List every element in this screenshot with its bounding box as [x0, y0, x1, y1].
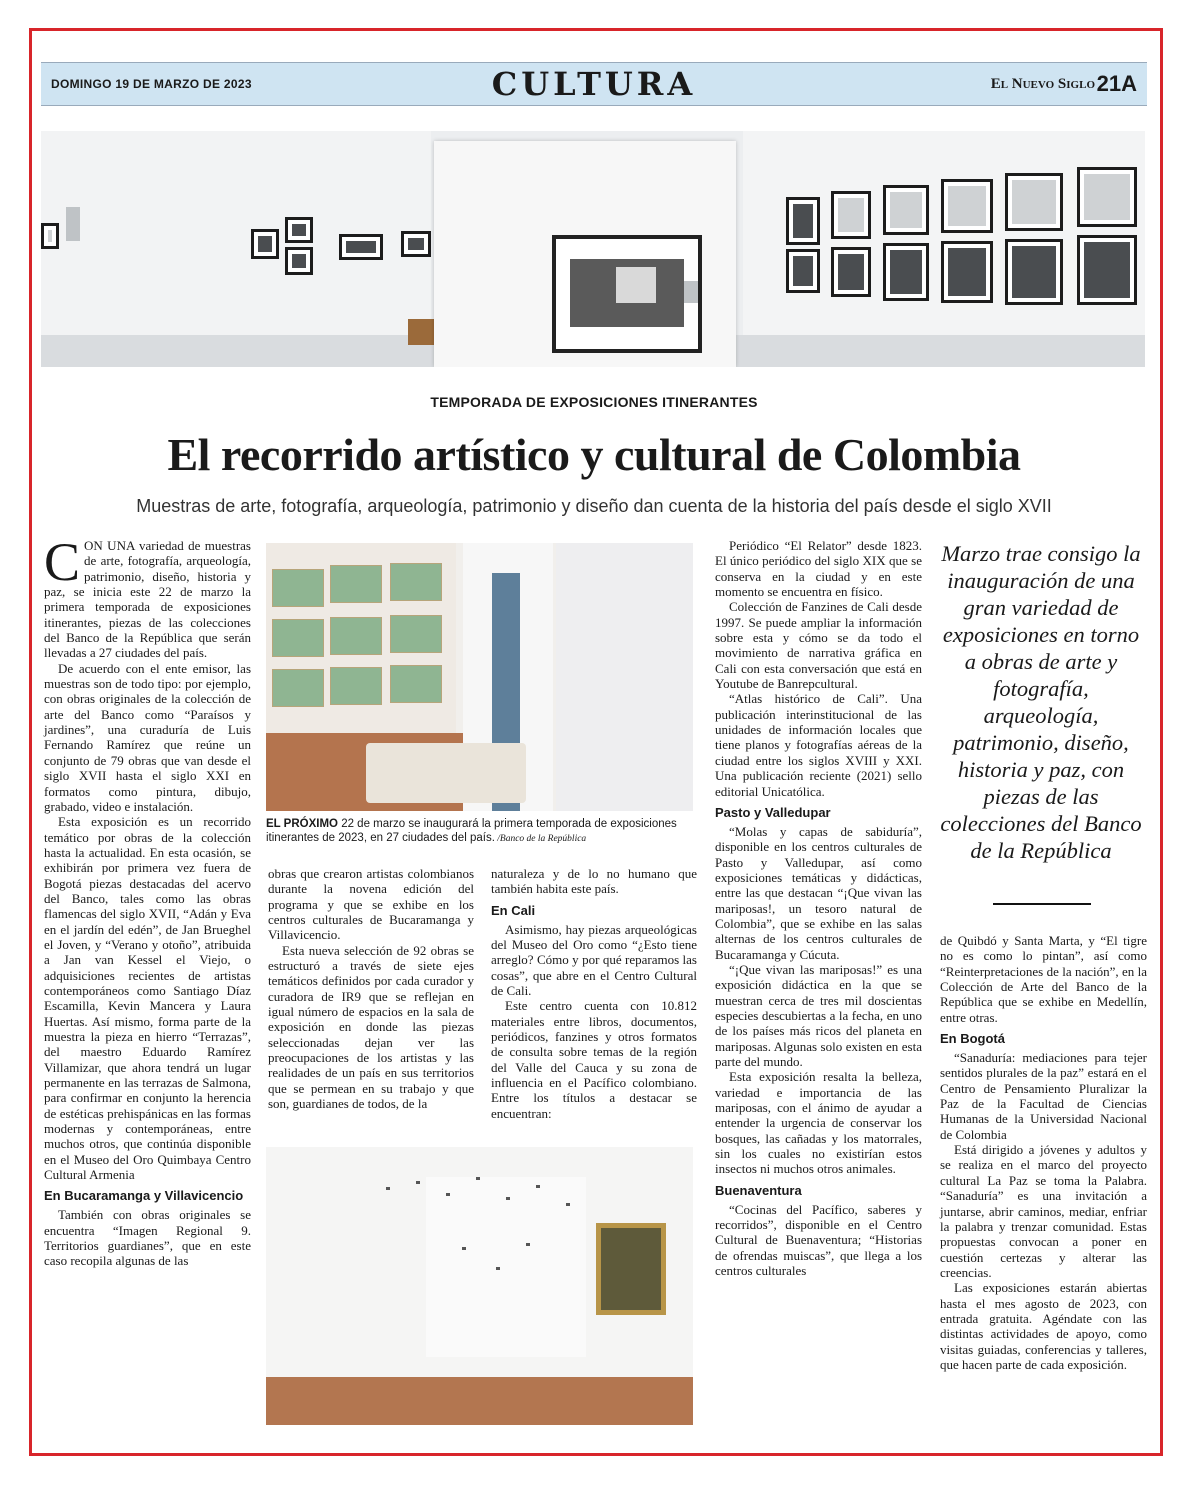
- framed-painting: [272, 669, 324, 707]
- gallery-photo-top: [41, 131, 1145, 367]
- framed-painting: [330, 617, 382, 655]
- photo-wall-left: [41, 131, 431, 335]
- photo-caption: [266, 817, 696, 846]
- article-subhead: Muestras de arte, fotografía, arqueología, patrimonio y diseño dan cuenta de la historia del país desde el siglo XVII: [136, 496, 1052, 516]
- paragraph: Está dirigido a jóvenes y adultos y se realiza en el marco del proyecto cultural La Paz se toma la Palabra. “Sanaduría” es una invitación a juntarse, abrir caminos, mediar, enfriar la palabra y trenzar comunidad. Estas propuestas convocan a poner en cuestión certezas y alterar las creencias.: [940, 1142, 1147, 1280]
- framed-photo: [786, 249, 820, 293]
- page-number: 21A: [1096, 71, 1137, 96]
- subheading: En Cali: [491, 902, 536, 918]
- framed-painting: [272, 569, 324, 607]
- framed-photo: [941, 179, 993, 233]
- framed-photo: [41, 223, 59, 249]
- paragraph: obras que crearon artistas colombianos durante la novena edición del programa y que se exhibe en los centros culturales de Bucaramanga y Villavicencio.: [268, 866, 474, 943]
- paragraph: Esta exposición resalta la belleza, variedad e importancia de las mariposas, con el ánimo de ayudar a entender la urgencia de conservar los bosques, las cañadas y los matorrales, sin los cuales no existirían estos insectos ni muchos otros animales.: [715, 1069, 922, 1177]
- photo-panel: [426, 1177, 586, 1357]
- caption-credit: /Banco de la República: [494, 834, 587, 844]
- drop-cap: C: [44, 532, 81, 592]
- framed-photo: [285, 247, 313, 275]
- photo-floor: [266, 1377, 693, 1425]
- framed-photo: [941, 241, 993, 303]
- framed-photo: [883, 185, 929, 235]
- framed-painting: [330, 667, 382, 705]
- exhibition-photo-bottom: [266, 1147, 693, 1425]
- newspaper-name: El Nuevo Siglo: [990, 76, 1095, 92]
- framed-painting: [596, 1223, 666, 1315]
- article-column-2: [268, 866, 474, 1112]
- subheading: Pasto y Valledupar: [715, 804, 831, 820]
- subheading: En Bucaramanga y Villavicencio: [44, 1188, 244, 1204]
- framed-photo: [831, 191, 871, 239]
- article-column-1: [44, 532, 251, 1269]
- page-header: [41, 62, 1147, 106]
- paragraph: de Quibdó y Santa Marta, y “El tigre no es como lo pintan”, así como “Reinterpretaciones de la nación”, en la Colección de Arte del Banco de la República que se exhibe en Medellín, entre otras.: [940, 933, 1147, 1025]
- paragraph: Asimismo, hay piezas arqueológicas del Museo del Oro como “¿Esto tiene arreglo? Cómo y por qué reparamos las cosas”, que abre en el Centro Cultural de Cali.: [491, 921, 697, 999]
- wall-text-panel: [66, 207, 80, 241]
- framed-painting: [390, 615, 442, 653]
- paragraph: “Atlas histórico de Cali”. Una publicación interinstitucional de las unidades de información locales que tiene planos y fotografías aéreas de la ciudad entre los siglos XVIII y XXI. Una publicación reciente (2021) sello editorial Unicatólica.: [715, 691, 922, 799]
- subheading: En Bogotá: [940, 1031, 1005, 1047]
- framed-photo: [401, 231, 431, 257]
- paragraph: Las exposiciones estarán abiertas hasta el mes agosto de 2023, con entrada gratuita. Agéndate con las distintas actividades de apoyo, como visitas guiadas, conferencias y talleres, que hacen parte de cada exposición.: [940, 1280, 1147, 1372]
- paragraph: “Sanaduría: mediaciones para tejer sentidos plurales de la paz” estará en el Centro de Pensamiento Pluralizar la Paz de la Facultad de Ciencias Humanas de la Universidad Nacional de Colombia: [940, 1050, 1147, 1142]
- photo-center-wall: [434, 141, 736, 367]
- paragraph: También con obras originales se encuentra “Imagen Regional 9. Territorios guardianes”, que en este caso recopila algunas de las: [44, 1207, 251, 1269]
- framed-photo: [339, 234, 383, 260]
- framed-painting: [330, 565, 382, 603]
- article-column-3: [491, 866, 697, 1121]
- paragraph: Colección de Fanzines de Cali desde 1997. Se puede ampliar la información sobre esta y cómo se da todo el movimiento de narrativa gráfica en Cali con esta conversación que está en Youtube de Banrepcultural.: [715, 599, 922, 692]
- paragraph: “Cocinas del Pacífico, saberes y recorridos”, disponible en el Centro Cultural de Buenaventura; “Historias de ofrendas muiscas”, que llega a los centros culturales: [715, 1201, 922, 1279]
- artwork-label: [684, 281, 698, 303]
- framed-photo: [1077, 167, 1137, 227]
- framed-artwork-center: [552, 235, 702, 353]
- section-title: CULTURA: [491, 65, 697, 103]
- pull-quote: Marzo trae consigo la inauguración de una gran variedad de exposiciones en torno a obras de arte y fotografía, arqueología, patrimonio, diseño, historia y paz, con piezas de las colecciones del Banco de la República: [940, 541, 1142, 863]
- paragraph: naturaleza y de lo no humano que también habita este país.: [491, 866, 697, 897]
- framed-photo: [1005, 173, 1063, 231]
- display-table: [366, 743, 526, 803]
- article-kicker: TEMPORADA DE EXPOSICIONES ITINERANTES: [430, 394, 758, 410]
- paragraph: CON UNA variedad de muestras de arte, fotografía, arqueología, patrimonio, diseño, historia y paz, se inicia este 22 de marzo la primera temporada de exposiciones itinerantes, piezas de las colecciones del Banco de la República que serán llevadas a 27 ciudades del país.: [44, 532, 251, 661]
- article-headline: El recorrido artístico y cultural de Colombia: [167, 429, 1021, 480]
- pull-quote-rule: [993, 903, 1091, 905]
- paragraph: “Molas y capas de sabiduría”, disponible en los centros culturales de Pasto y Valledupar, así como exposiciones temáticas y didácticas, entre las que destacan “¡Que vivan las mariposas!, un tesoro natural de Colombia”, que se exhibe en las salas alternas de los centros culturales de Bucaramanga y Cúcuta.: [715, 823, 922, 962]
- paragraph: Esta exposición es un recorrido temático por obras de la colección hasta la actualidad. En esta ocasión, se exhibirán por primera vez fuera de Bogotá piezas destacadas del acervo del Banco, tales como las obras flamencas del siglo XVII, “Adán y Eva en el jardín del edén”, de Jan Brueghel el Joven, y “Verano y otoño”, atribuida a Jan van Kessel el Viejo, o adquisiciones recientes de artistas contemporáneos como Santiago Díaz Escamilla, Kevin Mancera y Laura Huertas. Así mismo, forma parte de la muestra la pieza en hierro “Terrazas”, del maestro Eduardo Ramírez Villamizar, que ahora tendrá un lugar permanente en las terrazas de Salmona, para confirmar en conjunto la herencia de estéticas prehispánicas en las formas modernas y contemporáneas, entre muchos otros, que continúa disponible en el Museo del Oro Quimbaya Centro Cultural Armenia: [44, 814, 251, 1183]
- subheading: Buenaventura: [715, 1182, 802, 1198]
- framed-photo: [1005, 239, 1063, 305]
- framed-painting: [272, 619, 324, 657]
- header-date: DOMINGO 19 DE MARZO DE 2023: [51, 77, 252, 91]
- framed-painting: [390, 665, 442, 703]
- paragraph: Esta nueva selección de 92 obras se estructuró a través de siete ejes temáticos definidos por cada curador y curadora de IR9 que se reflejan en igual número de espacios en la sala de exposición en donde las piezas seleccionadas dejan ver las preocupaciones de los artistas y las realidades de un país en sus territorios que se permean en su trabajo y que son, guardianes de todos, de la: [268, 942, 474, 1112]
- article-column-5: [940, 933, 1147, 1372]
- framed-photo: [251, 229, 279, 259]
- paragraph: “¡Que vivan las mariposas!” es una exposición didáctica en la que se muestran cerca de tres mil doscientas especies descubiertas a la fecha, en uno de los países más ricos del planeta en mariposas. Algunas solo existen en esta parte del mundo.: [715, 961, 922, 1069]
- article-column-4: [715, 538, 922, 1278]
- paragraph: Periódico “El Relator” desde 1823. El único periódico del siglo XIX que se conserva en la ciudad y en este momento se encuentra en físico.: [715, 538, 922, 600]
- framed-photo: [1077, 235, 1137, 305]
- exhibition-photo-middle: [266, 543, 693, 811]
- caption-lead: EL PRÓXIMO: [266, 818, 338, 830]
- framed-painting: [390, 563, 442, 601]
- paragraph: Este centro cuenta con 10.812 materiales entre libros, documentos, periódicos, fanzines y otros formatos de consulta sobre temas de la región del Valle del Cauca y su zona de influencia en el Pacífico colombiano. Entre los títulos a destacar se encuentran:: [491, 998, 697, 1121]
- framed-photo: [285, 217, 313, 243]
- framed-photo: [883, 243, 929, 301]
- caption-text: 22 de marzo se inaugurará la primera temporada de exposiciones itinerantes de 2023, en 27 ciudades del país.: [266, 818, 677, 844]
- paragraph: De acuerdo con el ente emisor, las muestras son de todo tipo: por ejemplo, con obras originales de la colección de arte del Banco como “Paraísos y jardines”, una curaduría de Luis Fernando Ramírez que reúne un conjunto de 79 obras que van desde el siglo XVII hasta el siglo XXI en formatos como pintura, dibujo, grabado, video e instalación.: [44, 660, 251, 814]
- framed-photo: [786, 197, 820, 245]
- framed-photo: [831, 247, 871, 297]
